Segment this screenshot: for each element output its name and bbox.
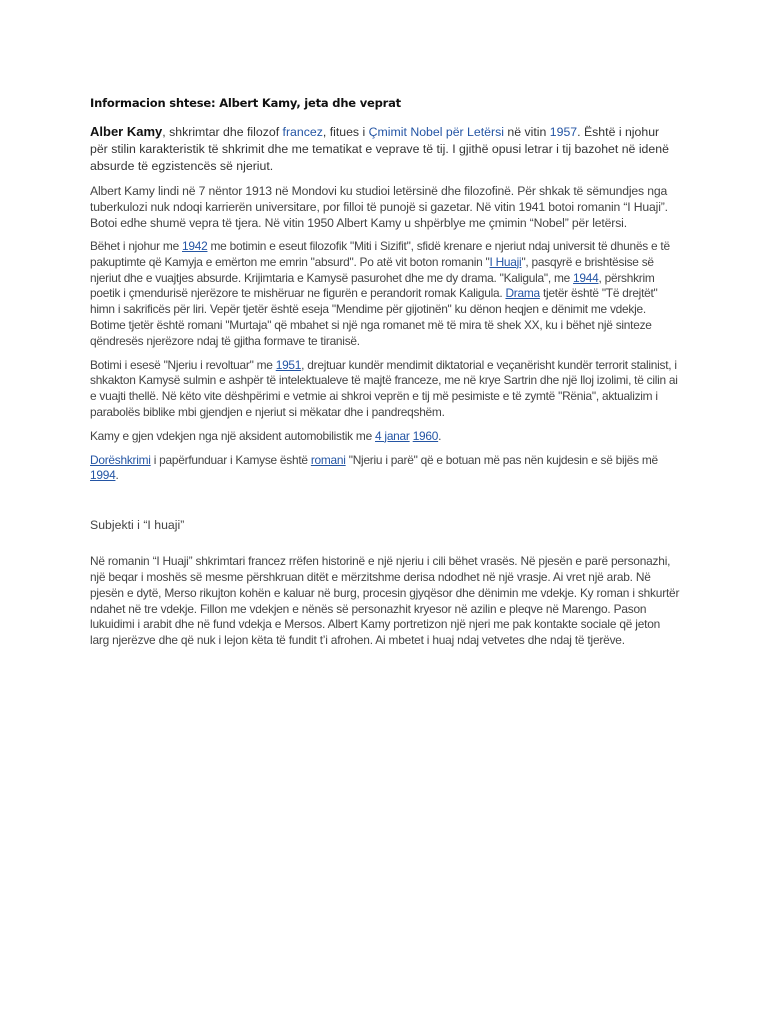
text: . — [438, 428, 442, 443]
text: ", pasqyrë e brishtësise së njeriut dhe e vuajtjes absurde. Krijimtaria e Kamysë pasurohet dhe me dy drama. "Kaligula", me — [90, 254, 654, 285]
text: Kamy e gjen vdekjen nga një aksident automobilistik me — [90, 428, 376, 443]
intro-text: , fitues i — [322, 125, 369, 139]
death-paragraph — [90, 429, 680, 445]
intro-text: . Është i njohur për stilin karakteristik të shkrimit dhe me tematikat e veprave të tij. I gjithë opusi letrar i tij bazohet në idenë absurde të egzistencës së njeriut. — [90, 125, 669, 173]
author-name: Alber Kamy — [90, 124, 163, 139]
link-i-huaji[interactable]: I Huaji — [489, 254, 522, 269]
link-1994[interactable]: 1994 — [90, 468, 116, 483]
section-subtitle: Subjekti i “I huaji” — [90, 518, 185, 533]
text: i papërfunduar i Kamyse është — [150, 452, 311, 467]
link-1944[interactable]: 1944 — [573, 270, 599, 285]
revolt-paragraph — [90, 358, 680, 421]
text: me botimin e eseut filozofik "Miti i Sizifit", sfidë krenare e njeriut ndaj universit të dhunës e të pakuptimte që Kamyja e emërton me emrin "absurd". Po atë vit boton romanin " — [90, 239, 670, 269]
link-romani[interactable]: romani — [310, 452, 346, 467]
intro-text: , shkrimtar dhe filozof — [162, 125, 283, 139]
link-1942[interactable]: 1942 — [182, 239, 208, 253]
text: . — [115, 468, 119, 483]
intro-paragraph — [90, 123, 680, 175]
link-1951[interactable]: 1951 — [275, 357, 302, 372]
link-francez[interactable]: francez — [282, 125, 323, 139]
link-4-janar[interactable]: 4 janar — [375, 428, 410, 443]
text: Botimi i esesë "Njeriu i revoltuar" me — [90, 357, 276, 372]
manuscript-paragraph — [90, 453, 680, 485]
link-doreshkrimi[interactable]: Dorëshkrimi — [90, 452, 151, 467]
works-paragraph — [90, 239, 680, 350]
link-drama[interactable]: Drama — [505, 286, 540, 301]
link-1957[interactable]: 1957 — [549, 125, 578, 139]
document-title: Informacion shtese: Albert Kamy, jeta dhe veprat — [90, 96, 401, 110]
text: , përshkrim poetik i çmendurisë njerëzore te mishëruar ne figurën e perandorit romak Kaligula. — [90, 270, 655, 301]
text: tjetër është "Të drejtët" himn i sakrificës për liri. Vepër tjetër është eseja "Mendime për gijotinën" ku dënon heqjen e dënimit me vdekje. Botime tjetër është romani "Murtaja" që mbahet si një nga romanet më të mira të shek XX, ku i bëhet një sinteze qëndresës njerëzore ndaj të gjitha formave te tiranisë. — [90, 286, 658, 348]
text: , drejtuar kundër mendimit diktatorial e veçanërisht kundër terrorit stalinist, i shkakton Kamysë sulmin e ashpër të intelektualeve të majtë franceze, me në krye Sartrin dhe një lloj izolimi, të cilin ai e vuajti thellë. Në këto vite dëshpërimi e vetmie ai shkroi veprën e tij më pesimiste e të zymtë "Rënia", aktualizim i parabolës biblike mbi gjendjen e njeriut si mëkatar dhe i pandreqshëm. — [90, 357, 678, 419]
link-nobel[interactable]: Çmimit Nobel për Letërsi — [368, 125, 504, 139]
intro-text: në vitin — [503, 125, 550, 139]
biography-paragraph: Albert Kamy lindi në 7 nëntor 1913 në Mondovi ku studioi letërsinë dhe filozofinë. Për shkak të sëmundjes nga tuberkulozi nuk ndoqi karrierën universitare, por filloi të punojë si gazetar. Në vitin 1941 botoi romanin “I Huaji”. Botoi edhe shumë vepra të tjera. Në vitin 1950 Albert Kamy u shpërblye me çmimin “Nobel” për letërsi. — [90, 184, 668, 230]
text: "Njeriu i parë" që e botuan më pas nën kujdesin e së bijës më — [345, 452, 658, 467]
link-1960[interactable]: 1960 — [412, 428, 439, 443]
document-page — [90, 96, 680, 649]
text: Bëhet i njohur me — [90, 239, 183, 253]
novel-summary-paragraph: Në romanin “I Huaji” shkrimtari francez rrëfen historinë e një njeriu i cili bëhet vrasës. Në pjesën e parë personazhi, një beqar i moshës së mesme përshkruan ditët e mërzitshme derisa ndodhet në një vrasje. Ai vret një arab. Në pjesën e dytë, Merso rikujton kohën e kaluar në burg, procesin gjyqësor dhe dënimin me vdekje. Ky roman i shkurtër ndahet në tre vdekje. Fillon me vdekjen e nënës së personazhit kryesor në azilin e pleqve në Marengo. Pason lukuidimi i arabit dhe në fund vdekja e Mersos. Albert Kamy portretizon një njeri me pak kontakte sociale që jeton larg njerëzve dhe që nuk i lejon këta të fundit t’i afrohen. Ai mbetet i huaj ndaj vetvetes dhe ndaj të tjerëve. — [90, 554, 680, 648]
